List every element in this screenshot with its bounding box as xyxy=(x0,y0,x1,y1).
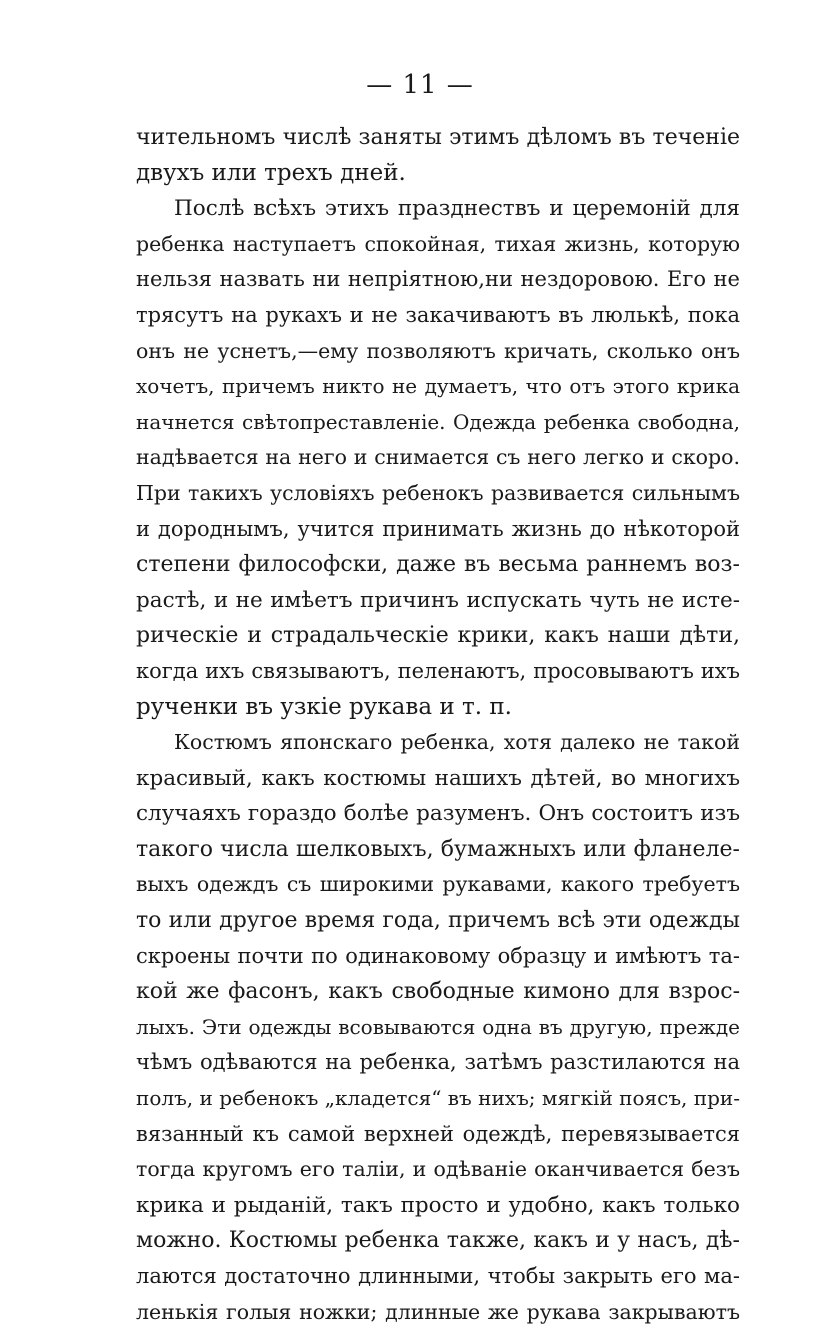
text-line: чѣмъ одѣваются на ребенка, затѣмъ разстилаются на xyxy=(136,1050,740,1075)
text-line: полъ, и ребенокъ „кладется“ въ нихъ; мягкій поясъ, при- xyxy=(136,1086,740,1111)
text-line: хочетъ, причемъ никто не думаетъ, что отъ этого крика xyxy=(136,374,740,399)
text-line: нельзя назвать ни непріятною,ни нездоровою. Его не xyxy=(136,267,740,292)
text-line: красивый, какъ костюмы нашихъ дѣтей, во многихъ xyxy=(136,765,740,791)
text-line: онъ не уснетъ,—ему позволяютъ кричать, сколько онъ xyxy=(136,338,740,363)
text-line: такого числа шелковыхъ, бумажныхъ или фланеле- xyxy=(136,836,740,862)
text-line: растѣ, и не имѣетъ причинъ испускать чуть не истe- xyxy=(136,587,740,613)
text-line: кой же фасонъ, какъ свободные кимоно для взрос- xyxy=(136,979,740,1005)
text-line: надѣвается на него и снимается съ него легко и скоро. xyxy=(136,445,740,470)
text-line: двухъ или трехъ дней. xyxy=(136,159,406,186)
text-line: ленькія голыя ножки; длинные же рукава закрываютъ xyxy=(136,1299,740,1324)
text-line: Послѣ всѣхъ этихъ празднествъ и церемоній для xyxy=(174,196,740,222)
text-line: ребенка наступаетъ спокойная, тихая жизнь, которую xyxy=(136,231,740,256)
text-line: рическіе и страдальческіе крики, какъ наши дѣти, xyxy=(136,623,740,649)
text-line: начнется свѣтопреставленіе. Одежда ребенка свободна, xyxy=(136,409,740,434)
text-line: тогда кругомъ его таліи, и одѣваніе оканчивается безъ xyxy=(136,1157,740,1182)
text-line: крика и рыданій, такъ просто и удобно, какъ только xyxy=(136,1192,740,1218)
text-line: трясутъ на рукахъ и не закачиваютъ въ люлькѣ, пока xyxy=(136,302,740,327)
text-line: Костюмъ японскаго ребенка, хотя далеко не такой xyxy=(174,730,740,755)
text-line: чительномъ числѣ заняты этимъ дѣломъ въ теченіе xyxy=(136,125,740,150)
text-line: скроены почти по одинаковому образцу и имѣютъ та- xyxy=(136,943,740,968)
text-line: При такихъ условіяхъ ребенокъ развивается сильнымъ xyxy=(136,480,740,505)
text-line: лаются достаточно длинными, чтобы закрыть его ма- xyxy=(136,1264,740,1288)
body-text xyxy=(136,120,740,1330)
text-line: рученки въ узкіе рукава и т. п. xyxy=(136,693,512,720)
text-line: то или другое время года, причемъ всѣ эти одежды xyxy=(136,908,740,934)
text-line: степени философски, даже въ весьма раннемъ воз- xyxy=(136,552,740,578)
page-number: — 11 — xyxy=(366,70,474,100)
text-line: лыхъ. Эти одежды всовываются одна въ другую, прежде xyxy=(136,1014,740,1039)
text-line: когда ихъ связываютъ, пеленаютъ, просовываютъ ихъ xyxy=(136,658,740,683)
text-line: можно. Костюмы ребенка также, какъ и у насъ, дѣ- xyxy=(136,1228,740,1254)
text-line: и дороднымъ, учится принимать жизнь до нѣкоторой xyxy=(136,516,740,541)
text-line: случаяхъ гораздо болѣе разуменъ. Онъ состоитъ изъ xyxy=(136,801,740,827)
text-line: вязанный къ самой верхней одеждѣ, перевязывается xyxy=(136,1121,740,1146)
text-line: выхъ одеждъ съ широкими рукавами, какого требуетъ xyxy=(136,872,740,897)
